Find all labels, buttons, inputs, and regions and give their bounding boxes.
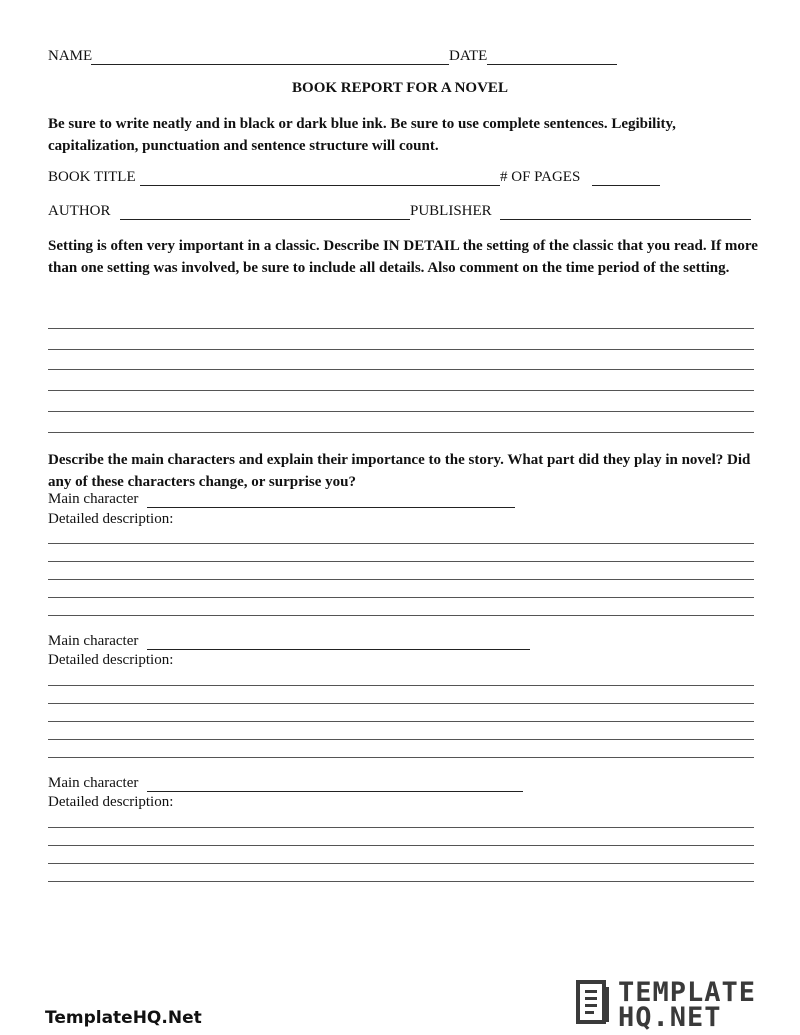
main-character-label: Main character	[48, 775, 139, 791]
author-field[interactable]	[120, 219, 410, 220]
footer-site-text: TemplateHQ.Net	[45, 1008, 202, 1028]
pages-label: # OF PAGES	[500, 169, 581, 185]
book-title-field[interactable]	[140, 185, 500, 186]
description-writing-line[interactable]	[48, 757, 754, 758]
name-field[interactable]	[91, 64, 449, 65]
pages-field[interactable]	[592, 185, 660, 186]
setting-writing-line[interactable]	[48, 390, 754, 391]
description-writing-line[interactable]	[48, 685, 754, 686]
description-writing-line[interactable]	[48, 827, 754, 828]
publisher-label: PUBLISHER	[410, 203, 492, 219]
date-label: DATE	[449, 48, 488, 64]
description-writing-line[interactable]	[48, 739, 754, 740]
main-character-label: Main character	[48, 633, 139, 649]
description-writing-line[interactable]	[48, 543, 754, 544]
name-label: NAME	[48, 48, 93, 64]
publisher-field[interactable]	[500, 219, 751, 220]
main-character-label: Main character	[48, 491, 139, 507]
setting-writing-line[interactable]	[48, 432, 754, 433]
setting-prompt: Setting is often very important in a classic. Describe IN DETAIL the setting of the classic that you read. If more than one setting was involved, be sure to include all details. Also comment on the time period of the setting.	[48, 238, 758, 276]
setting-writing-line[interactable]	[48, 328, 754, 329]
detailed-description-label: Detailed description:	[48, 794, 174, 810]
main-character-field[interactable]	[147, 649, 530, 650]
setting-writing-line[interactable]	[48, 349, 754, 350]
description-writing-line[interactable]	[48, 597, 754, 598]
date-field[interactable]	[487, 64, 617, 65]
instructions-text: Be sure to write neatly and in black or dark blue ink. Be sure to use complete sentences. Legibility, capitalization, punctuation and sentence structure will count.	[48, 116, 676, 154]
description-writing-line[interactable]	[48, 579, 754, 580]
detailed-description-label: Detailed description:	[48, 511, 174, 527]
setting-writing-line[interactable]	[48, 369, 754, 370]
logo-text-top: TEMPLATE	[618, 977, 757, 1008]
author-label: AUTHOR	[48, 203, 111, 219]
document-logo-icon	[574, 979, 614, 1027]
characters-prompt: Describe the main characters and explain their importance to the story. What part did they play in novel? Did any of these characters change, or surprise you?	[48, 452, 751, 490]
main-character-field[interactable]	[147, 791, 523, 792]
main-character-field[interactable]	[147, 507, 515, 508]
logo-text-bottom: HQ.NET	[618, 1002, 722, 1033]
description-writing-line[interactable]	[48, 721, 754, 722]
description-writing-line[interactable]	[48, 703, 754, 704]
description-writing-line[interactable]	[48, 845, 754, 846]
description-writing-line[interactable]	[48, 561, 754, 562]
description-writing-line[interactable]	[48, 615, 754, 616]
description-writing-line[interactable]	[48, 863, 754, 864]
setting-writing-line[interactable]	[48, 411, 754, 412]
page-title: BOOK REPORT FOR A NOVEL	[292, 80, 508, 96]
description-writing-line[interactable]	[48, 881, 754, 882]
detailed-description-label: Detailed description:	[48, 652, 174, 668]
book-title-label: BOOK TITLE	[48, 169, 136, 185]
